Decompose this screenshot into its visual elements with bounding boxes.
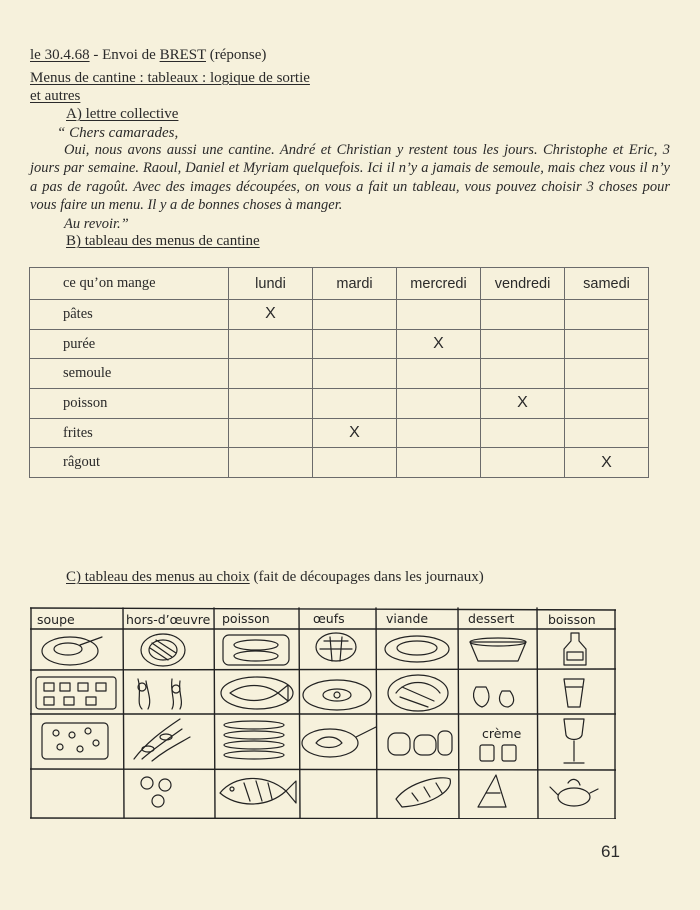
table-cell (565, 300, 649, 330)
table-cell (313, 359, 397, 389)
column-header: viande (386, 611, 429, 626)
section-a-heading: A) lettre collective (66, 106, 179, 122)
table-header-row (30, 268, 649, 300)
table-row (30, 359, 649, 389)
day-header: mercredi (397, 268, 481, 300)
table-cell (397, 300, 481, 330)
table-cell (565, 389, 649, 419)
fried-eggs-plate-icon (303, 680, 371, 710)
cheese-board-icon (42, 723, 108, 759)
teapot-icon (550, 779, 598, 806)
column-header: poisson (222, 611, 270, 626)
column-header: œufs (313, 611, 345, 626)
striped-dish-icon (141, 634, 185, 666)
column-header: boisson (548, 612, 596, 627)
letter-salutation: “ Chers camarades, (57, 125, 179, 141)
food-label: purée (30, 329, 229, 359)
table-cell (565, 359, 649, 389)
table-row (30, 389, 649, 419)
table-cell (481, 359, 565, 389)
table-row (30, 329, 649, 359)
table-row (30, 300, 649, 330)
day-header: vendredi (481, 268, 565, 300)
table-cell: X (481, 389, 565, 419)
section-c-note: (fait de découpages dans les journaux) (249, 569, 484, 585)
cream-pots-icon (480, 745, 516, 761)
table-cell: X (565, 448, 649, 478)
column-header: hors-d’œuvre (126, 612, 211, 627)
appetizer-tray-icon (36, 677, 116, 709)
day-header: mardi (313, 268, 397, 300)
table-cell (481, 448, 565, 478)
cantine-menu-table (29, 267, 649, 478)
envoi-city: BREST (159, 47, 206, 63)
table-cell (313, 389, 397, 419)
roast-meat-icon (388, 675, 448, 711)
section-c-heading: C) tableau des menus au choix (66, 569, 250, 585)
salad-sprigs-icon (138, 679, 181, 709)
envoi-prefix: Envoi de (102, 47, 160, 63)
frying-pan-icon (302, 727, 376, 757)
food-label: frites (30, 418, 229, 448)
menu-choice-drawing (30, 607, 616, 819)
pastry-icon (478, 775, 506, 807)
sausages-icon (388, 731, 452, 755)
whole-fish-icon (220, 778, 296, 804)
table-cell: X (229, 300, 313, 330)
sardines-icon (224, 721, 284, 759)
header-separator: - (89, 47, 103, 63)
table-cell: X (397, 329, 481, 359)
fish-platter-icon (223, 635, 289, 665)
table-cell (229, 448, 313, 478)
day-header: samedi (565, 268, 649, 300)
letter-date: le 30.4.68 (30, 47, 90, 63)
day-header: lundi (229, 268, 313, 300)
wine-glass-icon (564, 719, 584, 763)
envoi-suffix: (réponse) (205, 47, 267, 63)
table-cell (229, 418, 313, 448)
cherries-icon (141, 777, 171, 807)
creme-label: crème (482, 726, 522, 741)
table-row (30, 418, 649, 448)
section-c-heading-line (66, 568, 484, 586)
section-b-heading: B) tableau des menus de cantine (66, 233, 260, 249)
bottle-icon (564, 633, 586, 665)
table-cell (229, 329, 313, 359)
table-cell (397, 359, 481, 389)
table-cell (481, 418, 565, 448)
food-label: pâtes (30, 300, 229, 330)
table-cell (397, 448, 481, 478)
column-header: soupe (37, 612, 75, 627)
glass-icon (564, 679, 584, 707)
letter-paragraph: Oui, nous avons aussi une cantine. André et Christian y restent tous les jours. Christophe et Eric, 3 jours par semaine. Raoul, Daniel et Myriam quelquefois. Ici il n’y a jamais de semoule, mais chez vous il n’y a pas de ragoût. Avec des images découpées, on vous a fait un tableau, vous pouvez choisir 3 choses pour vous faire un menu. Il y a de bonnes choses à manger. (30, 142, 670, 214)
food-label: poisson (30, 389, 229, 419)
page-number: 61 (601, 842, 620, 861)
table-cell (313, 448, 397, 478)
subject-line-1: Menus de cantine : tableaux : logique de sortie (30, 70, 310, 86)
table-cell (397, 389, 481, 419)
eggs-bowl-icon (316, 633, 356, 661)
soup-plate-icon (42, 637, 102, 665)
corner-label: ce qu’on mange (30, 268, 229, 300)
vegetables-icon (134, 719, 190, 761)
table-cell (397, 418, 481, 448)
table-row (30, 448, 649, 478)
fish-on-plate-icon (221, 677, 293, 709)
table-cell (313, 329, 397, 359)
table-cell (565, 329, 649, 359)
baguette-icon (396, 778, 450, 807)
table-cell (229, 359, 313, 389)
table-cell: X (313, 418, 397, 448)
letter-body (30, 141, 670, 233)
food-label: râgout (30, 448, 229, 478)
dessert-dish-icon (470, 638, 526, 661)
table-cell (229, 389, 313, 419)
food-label: semoule (30, 359, 229, 389)
header-line (30, 46, 266, 64)
table-cell (481, 329, 565, 359)
letter-closing: Au revoir.” (64, 215, 129, 232)
table-cell (481, 300, 565, 330)
table-cell (565, 418, 649, 448)
table-cell (313, 300, 397, 330)
subject-line-2: et autres (30, 88, 81, 104)
column-header: dessert (468, 611, 515, 626)
drawn-grid (30, 608, 616, 819)
meat-platter-icon (385, 636, 449, 662)
strawberries-icon (474, 687, 514, 707)
